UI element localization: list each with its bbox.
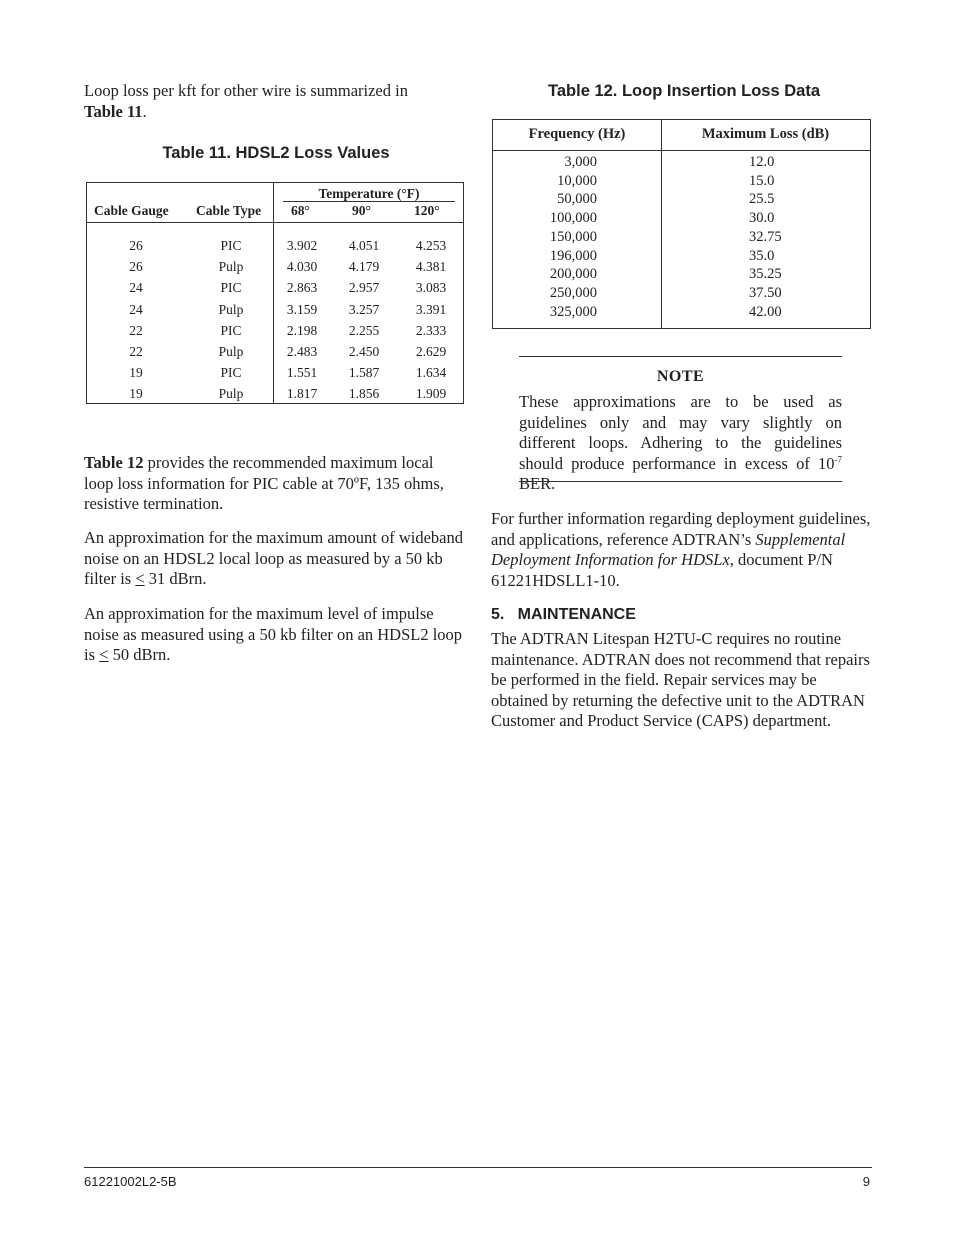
table-12-loss: 30.0 (749, 210, 775, 227)
table-12-frequency: 196,000 (549, 247, 597, 264)
table-12-frequency: 250,000 (549, 284, 597, 301)
table-11-cell: PIC (220, 280, 242, 296)
note-top-rule (519, 356, 842, 357)
table-11-cell: 1.856 (348, 386, 380, 402)
table-12-loss: 35.25 (749, 266, 782, 283)
table-11-cell: 1.587 (348, 365, 380, 381)
table-11-cell: 4.179 (348, 259, 380, 275)
table-11-cell: 3.083 (415, 280, 447, 296)
table-12-frequency: 150,000 (549, 228, 597, 245)
table-11-cell: 19 (129, 365, 143, 381)
table-12-frequency: 100,000 (549, 210, 597, 227)
table-11-cell: 2.957 (348, 280, 380, 296)
exponent: -7 (834, 454, 842, 465)
table-11-cell: Pulp (218, 301, 244, 317)
table-12-loss: 12.0 (749, 154, 775, 170)
table-11-cell: 2.483 (286, 344, 318, 359)
table-11-cell: Pulp (218, 386, 244, 402)
table-11-cell: 3.257 (348, 301, 380, 317)
table-12-loss: 25.5 (749, 191, 775, 208)
table-11-cell: 1.551 (286, 365, 318, 381)
table-11-cell: 2.255 (348, 322, 380, 338)
less-equal-symbol: < (135, 569, 145, 589)
table-12-loss: 15.0 (749, 172, 775, 189)
table-12-frequency: 10,000 (557, 172, 597, 189)
table-11-cell: Pulp (218, 259, 244, 275)
table-12-loss: 42.00 (749, 303, 782, 320)
note-title: NOTE (656, 368, 705, 385)
table-11-cell: 22 (129, 344, 143, 359)
header-temp-120: 120° (414, 203, 440, 218)
table-11 (86, 182, 464, 404)
table-11-title: Table 11. HDSL2 Loss Values (162, 144, 390, 162)
impulse-noise-paragraph: An approximation for the maximum level of impulse noise as measured using a 50 kb filter on an HDSL2 loop is < 50 dBrn. (84, 604, 463, 665)
table-11-cell: PIC (220, 322, 242, 338)
table-11-cell: 24 (129, 280, 143, 296)
table-11-cell: 1.909 (415, 386, 447, 402)
table-11-reference: Table 11 (84, 101, 143, 121)
table-11-cell: 4.381 (415, 259, 447, 275)
footer-rule (84, 1167, 872, 1168)
table-12-frequency: 50,000 (557, 191, 597, 208)
document-title: Supplemental Deployment Information for HDSLx (491, 529, 846, 570)
table-11-cell: 1.817 (286, 386, 318, 402)
footer-page-number: 9 (862, 1174, 870, 1189)
table-12-frequency: 325,000 (549, 303, 597, 320)
table-11-cell: 3.159 (286, 301, 318, 317)
intro-paragraph: Loop loss per kft for other wire is summarized in Table 11. (84, 81, 408, 121)
table-11-cell: 3.902 (286, 238, 318, 253)
header-temperature: Temperature (°F) (318, 186, 420, 201)
table-11-cell: PIC (220, 238, 242, 253)
table-11-cell: 2.450 (348, 344, 380, 359)
further-info-paragraph: For further information regarding deployment guidelines, and applications, reference ADTRAN’s Supplemental Deployment Information for HDSLx, document P/N 61221HDSLL1-10. (491, 509, 871, 590)
table-11-cell: 26 (129, 238, 143, 253)
table-11-cell: 3.391 (415, 301, 447, 317)
table-12-loss: 37.50 (749, 284, 782, 301)
table-12-description: Table 12 provides the recommended maximum local loop loss information for PIC cable at 70ºF, 135 ohms, resistive termination. (84, 453, 444, 514)
table-12 (492, 119, 871, 329)
note-bottom-rule (519, 481, 842, 482)
table-11-cell: 4.030 (286, 259, 318, 275)
header-temp-90: 90° (352, 203, 371, 218)
table-11-cell: 26 (129, 259, 143, 275)
header-cable-gauge: Cable Gauge (94, 203, 169, 218)
table-12-loss: 35.0 (749, 247, 775, 264)
header-frequency: Frequency (Hz) (528, 126, 626, 142)
table-11-cell: 4.051 (348, 238, 380, 253)
maintenance-heading: 5. MAINTENANCE (491, 606, 636, 623)
table-12-reference: Table 12 (84, 453, 144, 472)
table-11-cell: PIC (220, 365, 242, 381)
table-11-cell: 22 (129, 322, 143, 338)
table-11-cell: 1.634 (415, 365, 447, 381)
table-11-cell: Pulp (218, 344, 244, 359)
footer-doc-number: 61221002L2-5B (84, 1174, 177, 1189)
less-equal-symbol: < (99, 645, 109, 665)
header-cable-type: Cable Type (196, 203, 262, 218)
table-11-cell: 2.629 (415, 344, 447, 359)
header-temp-68: 68° (291, 203, 310, 218)
table-12-frequency: 3,000 (564, 154, 597, 170)
table-11-cell: 24 (129, 301, 143, 317)
note-body: These approximations are to be used as guidelines only and may vary slightly on different loops. Adhering to the guidelines should produce performance in excess of $10^{-7}$ BER. (519, 392, 842, 494)
maintenance-paragraph: The ADTRAN Litespan H2TU-C requires no routine maintenance. ADTRAN does not recommend that repairs be performed in the field. Repair services may be obtained by returning the defective unit to the ADTRAN Customer and Product Service (CAPS) department. (491, 629, 870, 731)
table-11-cell: 2.198 (286, 322, 318, 338)
table-11-cell: 4.253 (415, 238, 447, 253)
table-11-cell: 19 (129, 386, 143, 402)
table-12-frequency: 200,000 (549, 266, 597, 283)
table-12-title: Table 12. Loop Insertion Loss Data (548, 82, 820, 100)
table-12-loss: 32.75 (749, 228, 782, 245)
table-11-cell: 2.863 (286, 280, 318, 296)
table-11-cell: 2.333 (415, 322, 447, 338)
wideband-noise-paragraph: An approximation for the maximum amount of wideband noise on an HDSL2 local loop as measured by a 50 kb filter is < 31 dBrn. (84, 528, 463, 589)
header-max-loss: Maximum Loss (dB) (701, 126, 830, 142)
